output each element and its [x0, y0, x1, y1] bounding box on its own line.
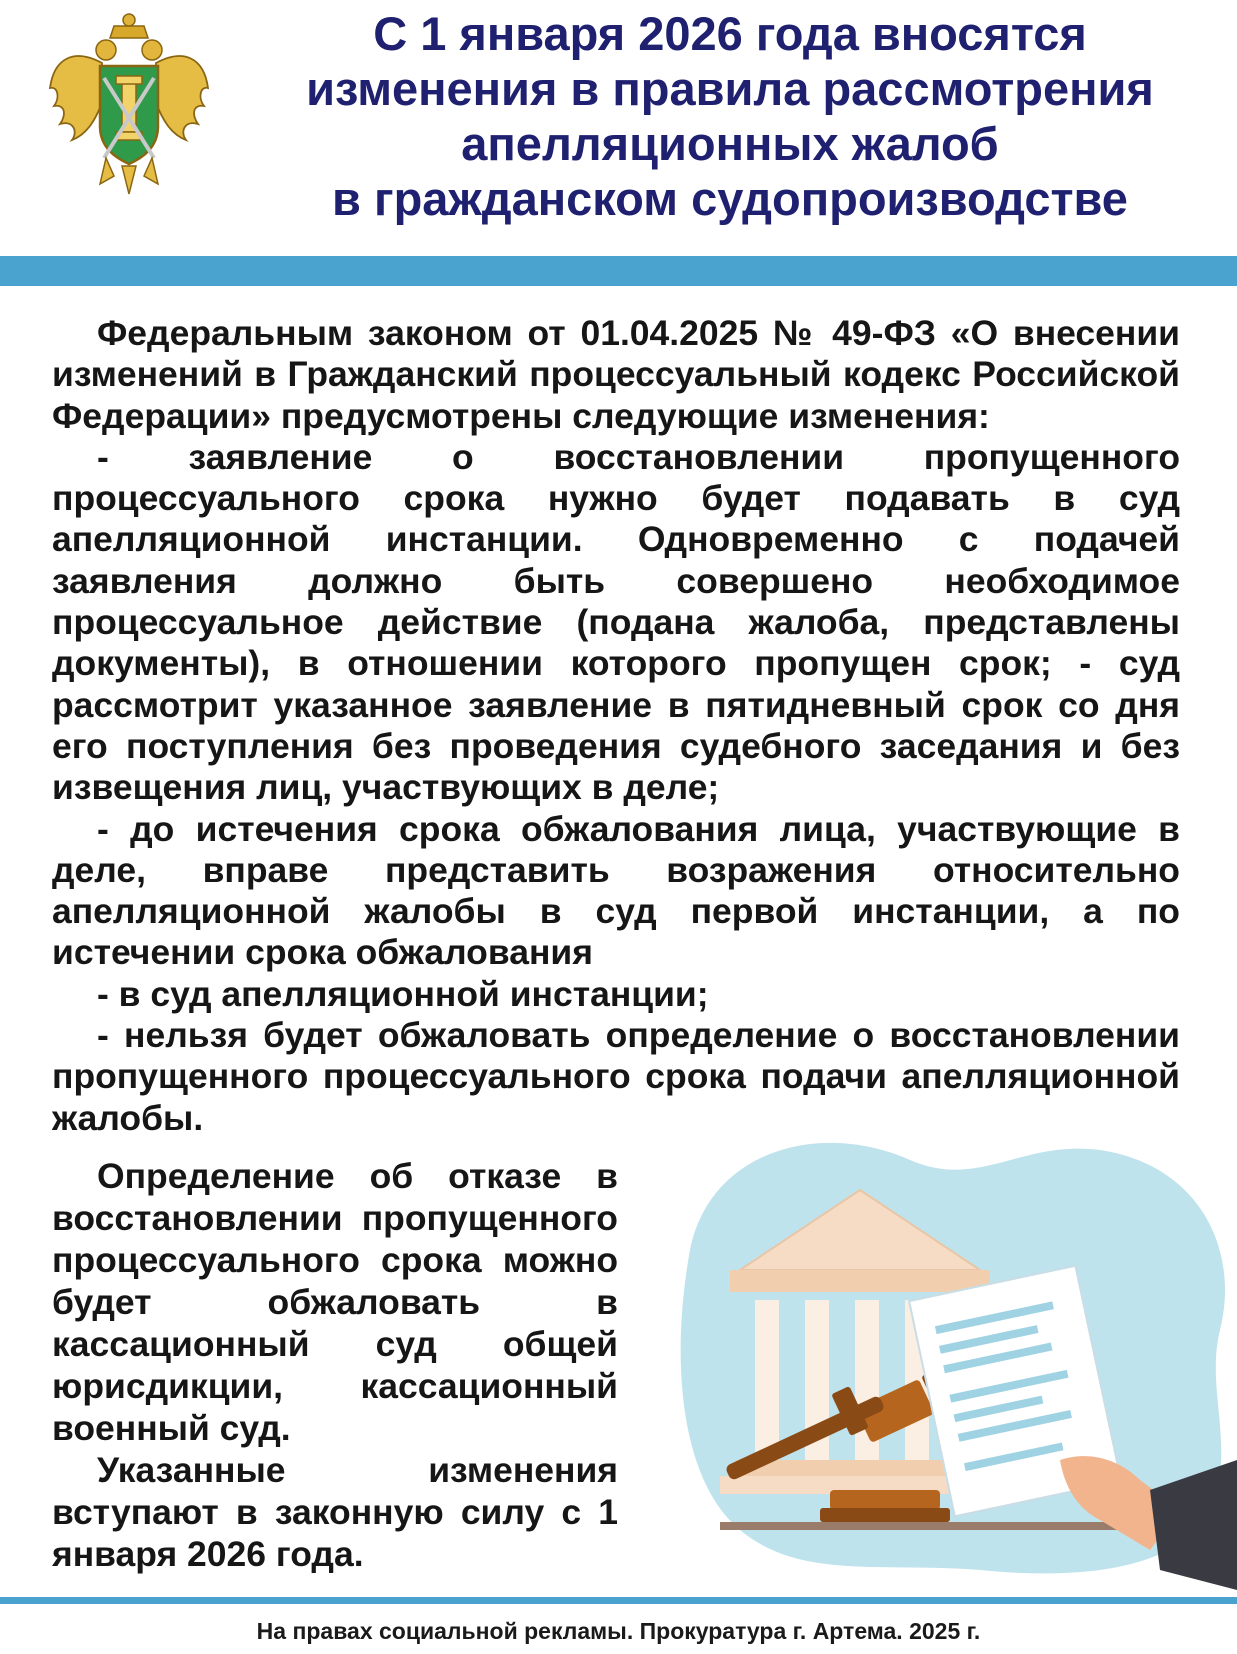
paragraph-change-3: - нельзя будет обжаловать определение о восстановлении пропущенного процессуального срока подачи апелляционной жалобы.: [52, 1015, 1180, 1138]
title-line: в гражданском судопроизводстве: [332, 172, 1128, 225]
article-body-lower: [52, 1155, 618, 1575]
header-divider-band: [0, 256, 1237, 286]
title-line: апелляционных жалоб: [461, 117, 999, 170]
prosecutor-emblem-icon: [44, 8, 214, 198]
paragraph-intro: Федеральным законом от 01.04.2025 № 49-ФЗ «О внесении изменений в Гражданский процессуальный кодекс Российской Федерации» предусмотрены следующие изменения:: [52, 313, 1180, 436]
paragraph-cassation: Определение об отказе в восстановлении пропущенного процессуального срока можно будет обжаловать в кассационный суд общей юрисдикции, кассационный военный суд.: [52, 1156, 618, 1448]
title-line: С 1 января 2026 года вносятся: [373, 7, 1087, 60]
paragraph-change-2-cont: - в суд апелляционной инстанции;: [97, 973, 709, 1014]
paragraph-change-2: - до истечения срока обжалования лица, участвующие в деле, вправе представить возражения относительно апелляционной жалобы в суд первой инстанции, а по истечении срока обжалования: [52, 808, 1180, 973]
title-line: изменения в правила рассмотрения: [306, 62, 1154, 115]
paragraph-effective-date: Указанные изменения вступают в законную силу с 1 января 2026 года.: [52, 1450, 618, 1574]
article-body: [52, 313, 1180, 1139]
paragraph-change-1: - заявление о восстановлении пропущенного процессуального срока нужно будет подавать в суд апелляционной инстанции. Одновременно с подачей заявления должно быть совершено необходимое процессуальное действие (подана жалоба, представлены документы), в отношении которого пропущен срок; - суд рассмотрит указанное заявление в пятидневный срок со дня его поступления без проведения судебного заседания и без извещения лиц, участвующих в деле;: [52, 436, 1180, 808]
footer-divider-line: [0, 1597, 1237, 1604]
courthouse-gavel-document-illustration: [680, 1130, 1237, 1590]
footer-note: На правах социальной рекламы. Прокуратура г. Артема. 2025 г.: [256, 1618, 981, 1644]
page-title: [240, 6, 1220, 226]
